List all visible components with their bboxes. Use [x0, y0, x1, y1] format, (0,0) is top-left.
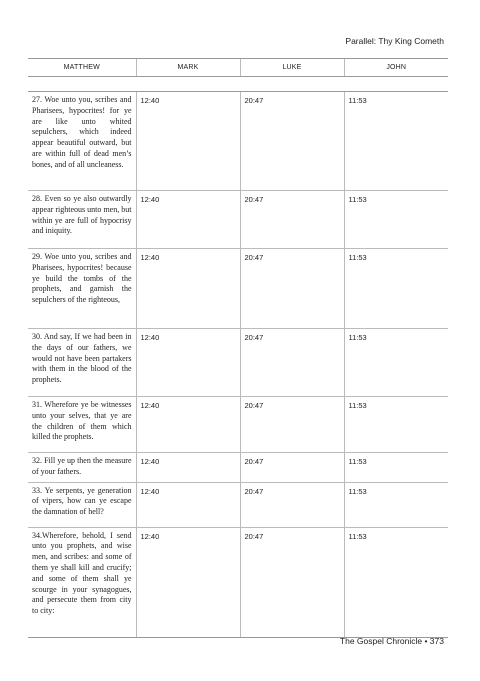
- luke-cell: 20:47: [240, 397, 344, 453]
- luke-cell: 20:47: [240, 527, 344, 637]
- luke-cell: 20:47: [240, 482, 344, 527]
- column-header-john: JOHN: [344, 59, 448, 77]
- table-row: [28, 329, 448, 397]
- mark-cell: 12:40: [136, 249, 240, 329]
- mark-cell: 12:40: [136, 527, 240, 637]
- table-row: [28, 92, 448, 191]
- luke-cell: 20:47: [240, 92, 344, 191]
- table-row: [28, 482, 448, 527]
- john-cell: 11:53: [344, 453, 448, 483]
- luke-cell: 20:47: [240, 191, 344, 249]
- table-row: [28, 453, 448, 483]
- mark-cell: 12:40: [136, 191, 240, 249]
- mark-cell: 12:40: [136, 329, 240, 397]
- mark-cell: 12:40: [136, 92, 240, 191]
- table-row: [28, 527, 448, 637]
- luke-cell: 20:47: [240, 453, 344, 483]
- john-cell: 11:53: [344, 482, 448, 527]
- table-row: [28, 397, 448, 453]
- column-header-matthew: MATTHEW: [28, 59, 136, 77]
- table-spacer-row: [28, 77, 448, 92]
- john-cell: 11:53: [344, 329, 448, 397]
- john-cell: 11:53: [344, 191, 448, 249]
- column-header-luke: LUKE: [240, 59, 344, 77]
- matthew-cell: 27. Woe unto you, scribes and Pharisees, hypocrites! for ye are like unto whited sepulchers, which indeed appear beautiful outward, but are within full of dead men’s bones, and of all uncleaness.: [28, 92, 136, 191]
- page-header-title: Parallel: Thy King Cometh: [345, 36, 444, 46]
- table-row: [28, 249, 448, 329]
- luke-cell: 20:47: [240, 249, 344, 329]
- parallel-table: [28, 58, 448, 638]
- mark-cell: 12:40: [136, 453, 240, 483]
- table-row: [28, 191, 448, 249]
- john-cell: 11:53: [344, 397, 448, 453]
- matthew-cell: 34.Wherefore, behold, I send unto you prophets, and wise men, and scribes: and some of them ye shall kill and crucify; and some of them shall ye scourge in your synagogues, and persecute them from city to city:: [28, 527, 136, 637]
- matthew-cell: 30. And say, If we had been in the days of our fathers, we would not have been partakers with them in the blood of the prophets.: [28, 329, 136, 397]
- john-cell: 11:53: [344, 92, 448, 191]
- column-header-mark: MARK: [136, 59, 240, 77]
- matthew-cell: 33. Ye serpents, ye generation of vipers, how can ye escape the damnation of hell?: [28, 482, 136, 527]
- matthew-cell: 28. Even so ye also outwardly appear righteous unto men, but within ye are full of hypocrisy and iniquity.: [28, 191, 136, 249]
- page-footer: The Gospel Chronicle • 373: [339, 636, 444, 646]
- matthew-cell: 29. Woe unto you, scribes and Pharisees, hypocrites! because ye build the tombs of the prophets, and garnish the sepulchers of the righteous,: [28, 249, 136, 329]
- mark-cell: 12:40: [136, 397, 240, 453]
- table-header-row: [28, 59, 448, 77]
- matthew-cell: 31. Wherefore ye be witnesses unto your selves, that ye are the children of them which killed the prophets.: [28, 397, 136, 453]
- matthew-cell: 32. Fill ye up then the measure of your fathers.: [28, 453, 136, 483]
- mark-cell: 12:40: [136, 482, 240, 527]
- luke-cell: 20:47: [240, 329, 344, 397]
- john-cell: 11:53: [344, 249, 448, 329]
- john-cell: 11:53: [344, 527, 448, 637]
